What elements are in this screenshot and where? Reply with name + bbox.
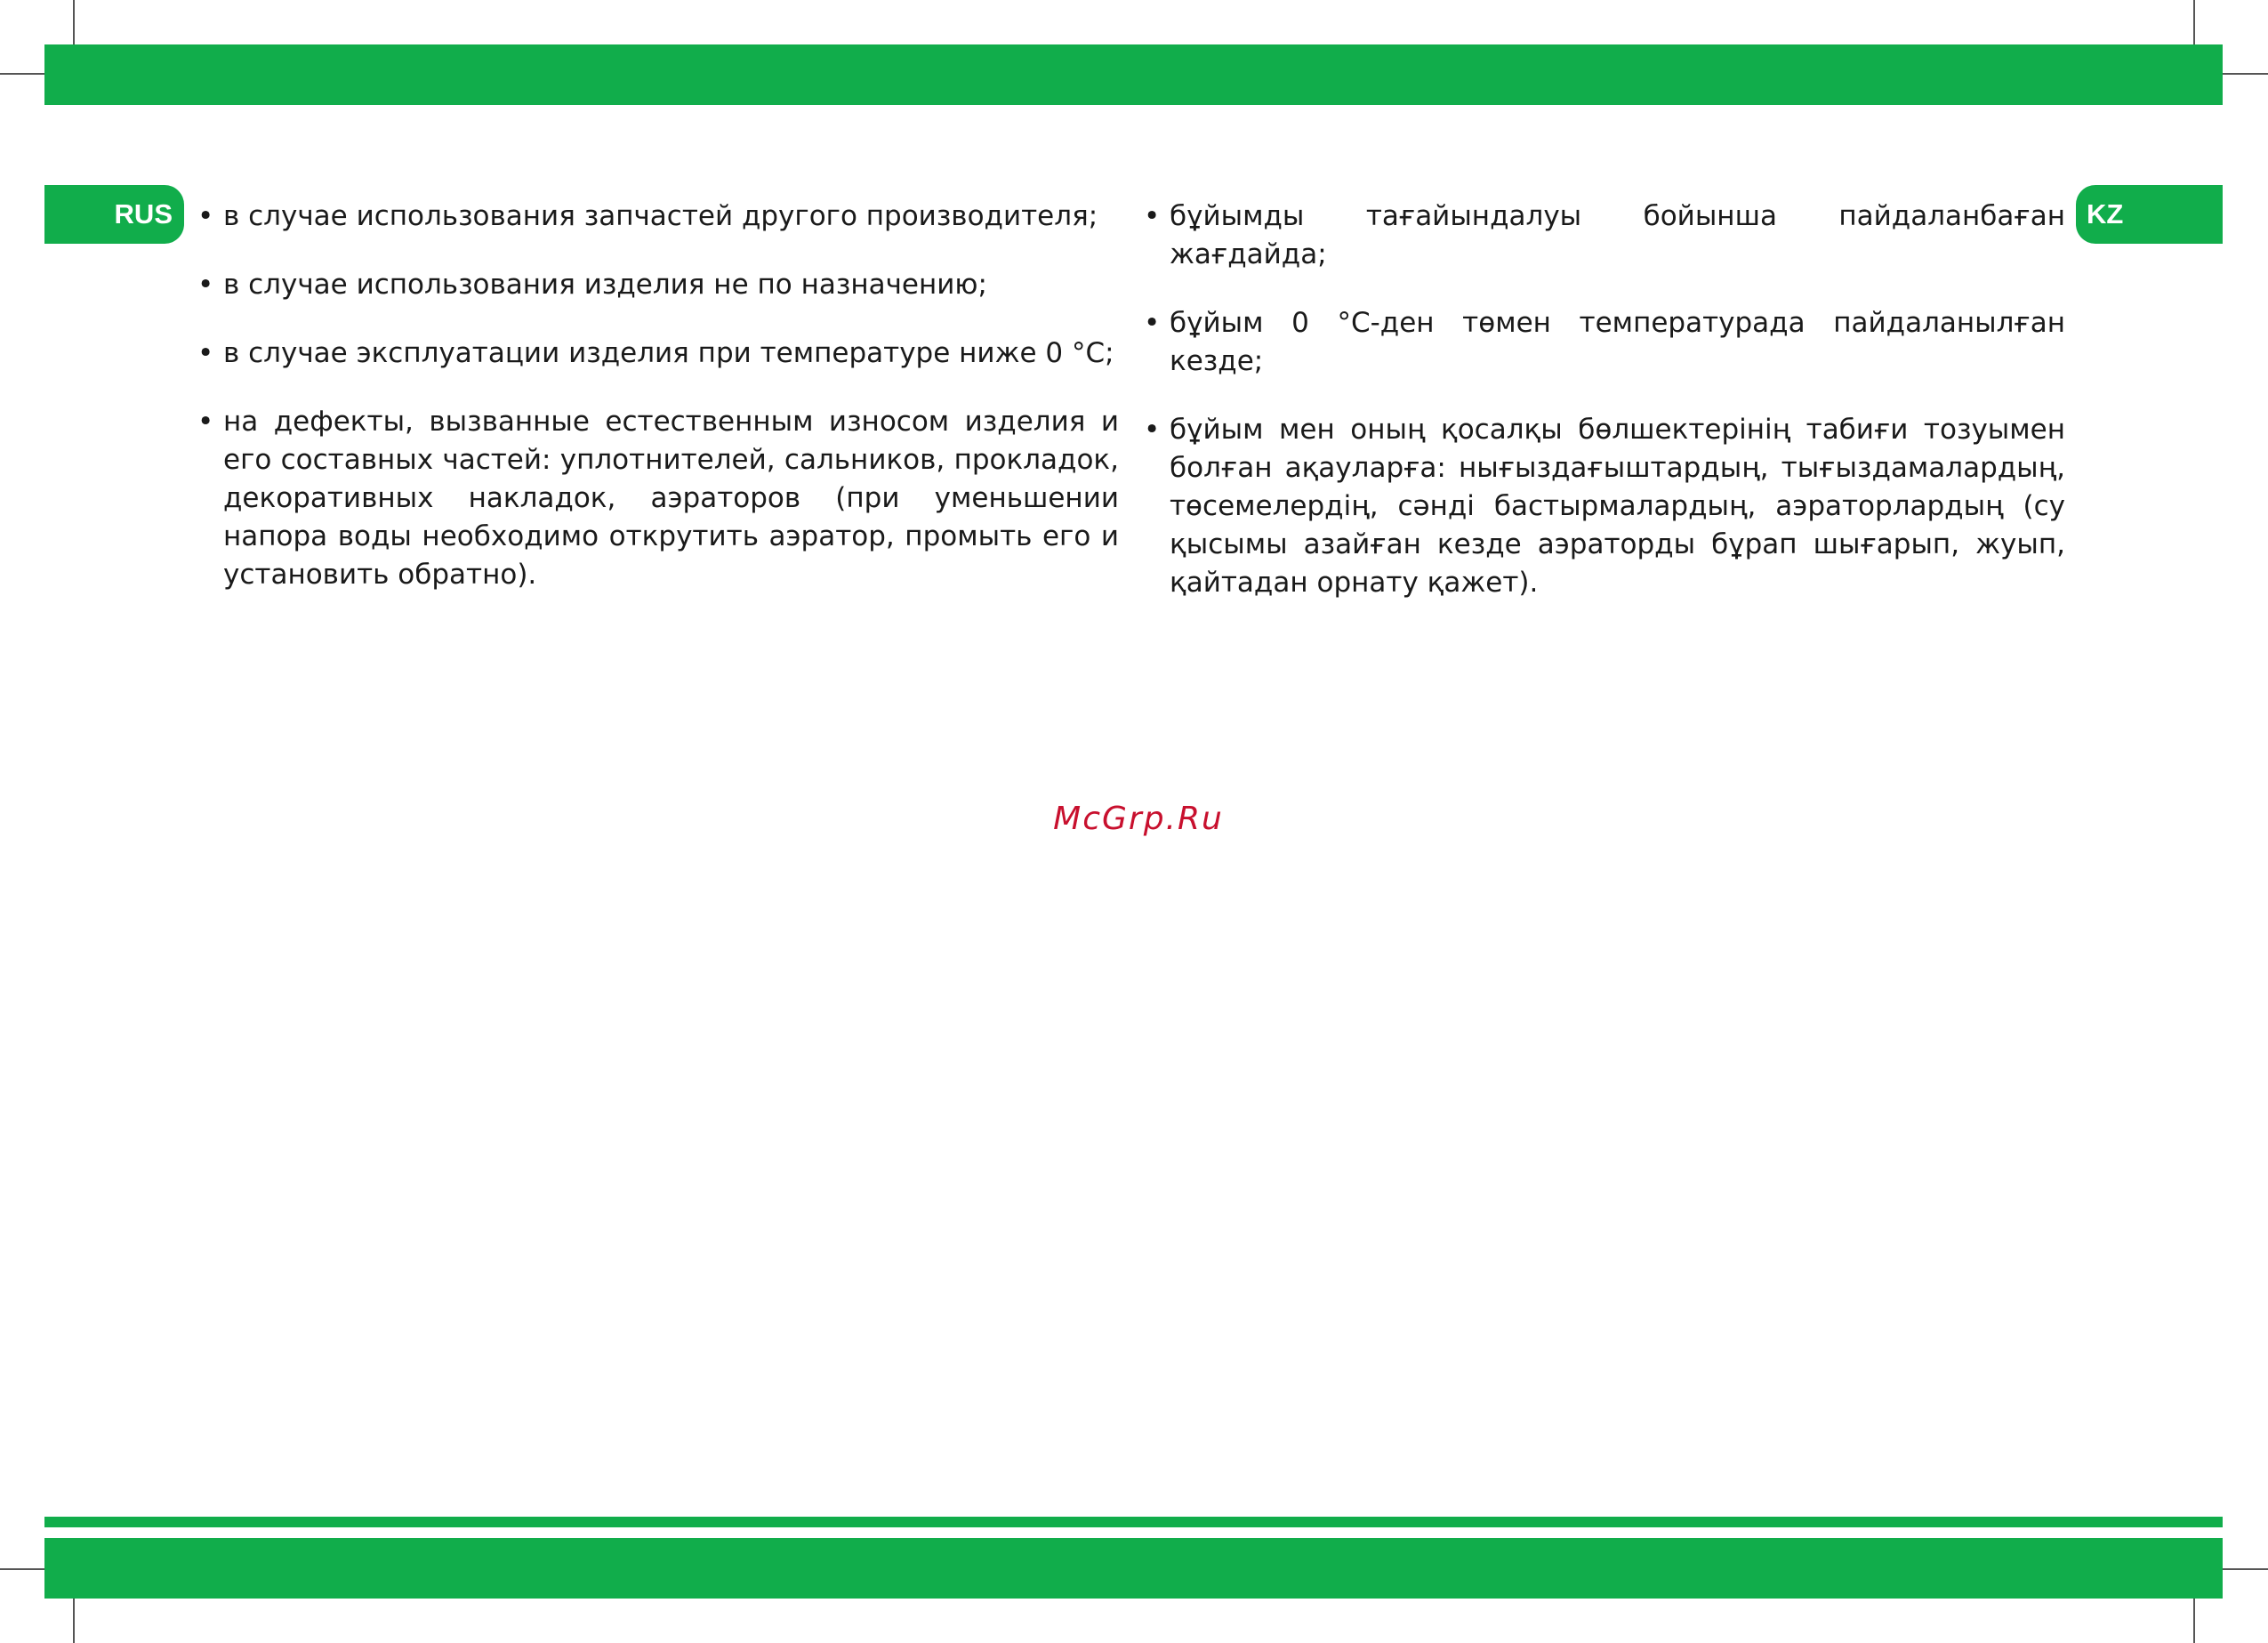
language-tab-rus-label: RUS xyxy=(114,198,173,230)
language-tab-rus xyxy=(44,185,184,244)
list-item-text: в случае использования запчастей другого производителя; xyxy=(223,200,1098,232)
crop-mark xyxy=(73,1591,75,1643)
list-item xyxy=(197,197,1119,236)
crop-mark xyxy=(2216,73,2268,75)
list-item xyxy=(1144,411,2065,602)
language-tab-kz-label: KZ xyxy=(2087,198,2124,230)
list-item-text: на дефекты, вызванные естественным износом изделия и его составных частей: уплотнителей, сальников, прокладок, декоративных накладок, аэраторов (при уменьшении напора воды необходимо открутить аэратор, промыть его и установить обратно). xyxy=(223,406,1119,591)
bullet-icon: • xyxy=(1144,307,1161,339)
bullet-icon: • xyxy=(197,269,214,301)
footer-band xyxy=(44,1538,2223,1599)
list-item xyxy=(1144,197,2065,274)
footer-stripe xyxy=(44,1517,2223,1527)
list-item-text: бұйым мен оның қосалқы бөлшектерінің табиғи тозуымен болған ақауларға: нығыздағыштардың, тығыздамалардың, төсемелердің, сәнді бастырмалардың, аэраторлардың (су қысымы азайған кезде аэраторды бұрап шығарып, жуып, қайтадан орнату қажет). xyxy=(1170,414,2065,599)
list-item xyxy=(197,334,1119,373)
language-tab-kz xyxy=(2076,185,2223,244)
list-item-text: в случае эксплуатации изделия при температуре ниже 0 °С; xyxy=(223,337,1114,369)
list-item-text: бұйым 0 °С-ден төмен температурада пайдаланылған кезде; xyxy=(1170,307,2065,377)
bullet-icon: • xyxy=(1144,414,1161,446)
list-item-text: бұйымды тағайындалуы бойынша пайдаланбаған жағдайда; xyxy=(1170,200,2065,270)
watermark: McGrp.Ru xyxy=(1053,801,1224,837)
list-item-text: в случае использования изделия не по назначению; xyxy=(223,269,987,301)
bullet-icon: • xyxy=(197,406,214,438)
crop-mark xyxy=(2193,1591,2195,1643)
bullet-icon: • xyxy=(197,337,214,369)
header-band xyxy=(44,44,2223,105)
bullet-icon: • xyxy=(1144,200,1161,232)
bullet-icon: • xyxy=(197,200,214,232)
left-column-list xyxy=(197,197,1119,624)
crop-mark xyxy=(2216,1568,2268,1570)
right-column-list xyxy=(1144,197,2065,632)
list-item xyxy=(197,266,1119,304)
list-item xyxy=(1144,304,2065,381)
list-item xyxy=(197,403,1119,594)
